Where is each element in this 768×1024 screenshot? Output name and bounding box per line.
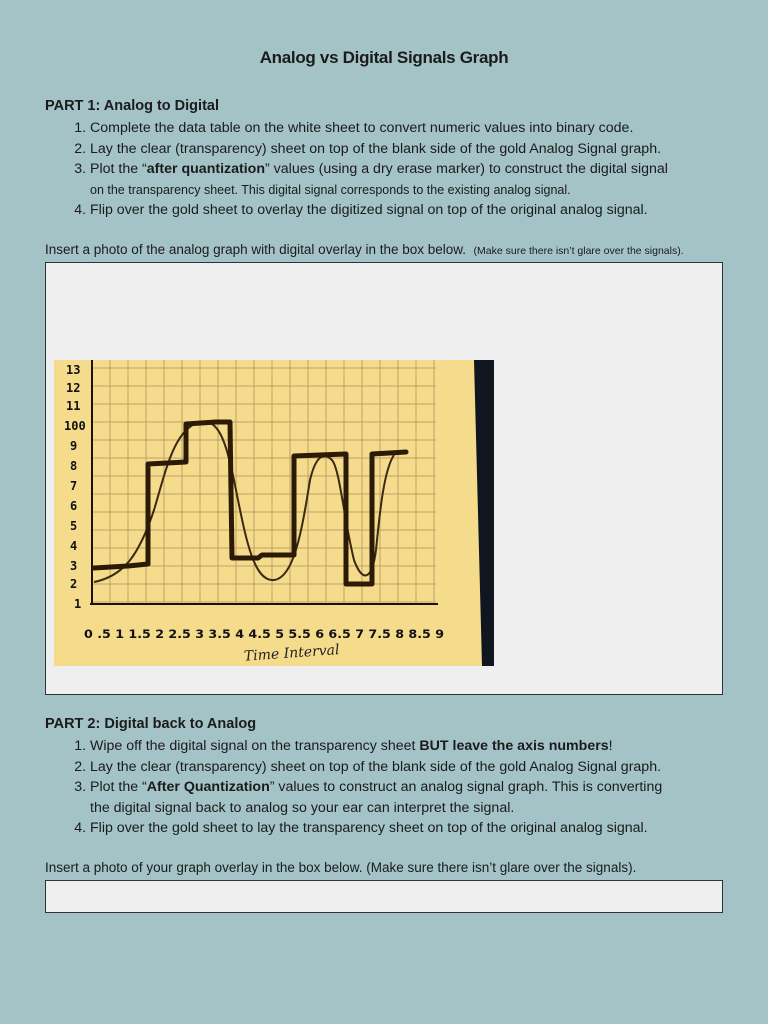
y-label: 1 [74, 597, 82, 611]
y-label: 7 [70, 479, 78, 493]
x-axis-labels: 0 .5 1 1.5 2 2.5 3 3.5 4 4.5 5 5.5 6 6.5 7 7.5 8 8.5 9 [84, 627, 444, 641]
part2-step-4: 4. Flip over the gold sheet to lay the transparency sheet on top of the original analog signal. [90, 818, 768, 839]
part1-step-3: 3. Plot the “after quantization” values (using a dry erase marker) to construct the digital signal on the transparency sheet. This digital signal corresponds to the existing analog signal. [90, 159, 768, 200]
part1-step-4: 4. Flip over the gold sheet to overlay the digitized signal on top of the original analog signal. [90, 200, 768, 221]
y-label: 5 [70, 519, 78, 533]
part2-step-3: 3. Plot the “After Quantization” values to construct an analog signal graph. This is converting the digital signal back to analog so your ear can interpret the signal. [90, 777, 768, 818]
part2-photo-box[interactable] [45, 880, 723, 913]
part1-insert-instruction: Insert a photo of the analog graph with digital overlay in the box below. (Make sure there isn’t glare over the signals). [45, 242, 684, 257]
part2-step-2: 2. Lay the clear (transparency) sheet on top of the blank side of the gold Analog Signal graph. [90, 757, 768, 778]
part2-steps [45, 736, 768, 839]
part1-photo-box[interactable] [45, 262, 723, 695]
part1-step-2: 2. Lay the clear (transparency) sheet on top of the blank side of the gold Analog Signal graph. [90, 139, 768, 160]
page-title: Analog vs Digital Signals Graph [259, 48, 509, 67]
y-label: 2 [70, 577, 78, 591]
part1-steps [45, 118, 768, 221]
y-label: 6 [70, 499, 78, 513]
x-axis-title: Time Interval [243, 642, 341, 665]
part2-step-1: 1. Wipe off the digital signal on the transparency sheet BUT leave the axis numbers! [90, 736, 768, 757]
y-label: 13 [66, 363, 81, 377]
y-label: 3 [70, 559, 78, 573]
y-label: 8 [70, 459, 78, 473]
y-label: 100 [64, 419, 86, 433]
y-label: 9 [70, 439, 78, 453]
part1-step-1: 1. Complete the data table on the white sheet to convert numeric values into binary code. [90, 118, 768, 139]
y-label: 11 [66, 399, 81, 413]
part2-heading: PART 2: Digital back to Analog [45, 716, 257, 732]
analog-graph-photo [54, 360, 494, 666]
y-label: 12 [66, 381, 81, 395]
part2-insert-instruction: Insert a photo of your graph overlay in the box below. (Make sure there isn’t glare over the signals). [45, 860, 637, 875]
y-label: 4 [70, 539, 78, 553]
part1-heading: PART 1: Analog to Digital [45, 98, 219, 114]
